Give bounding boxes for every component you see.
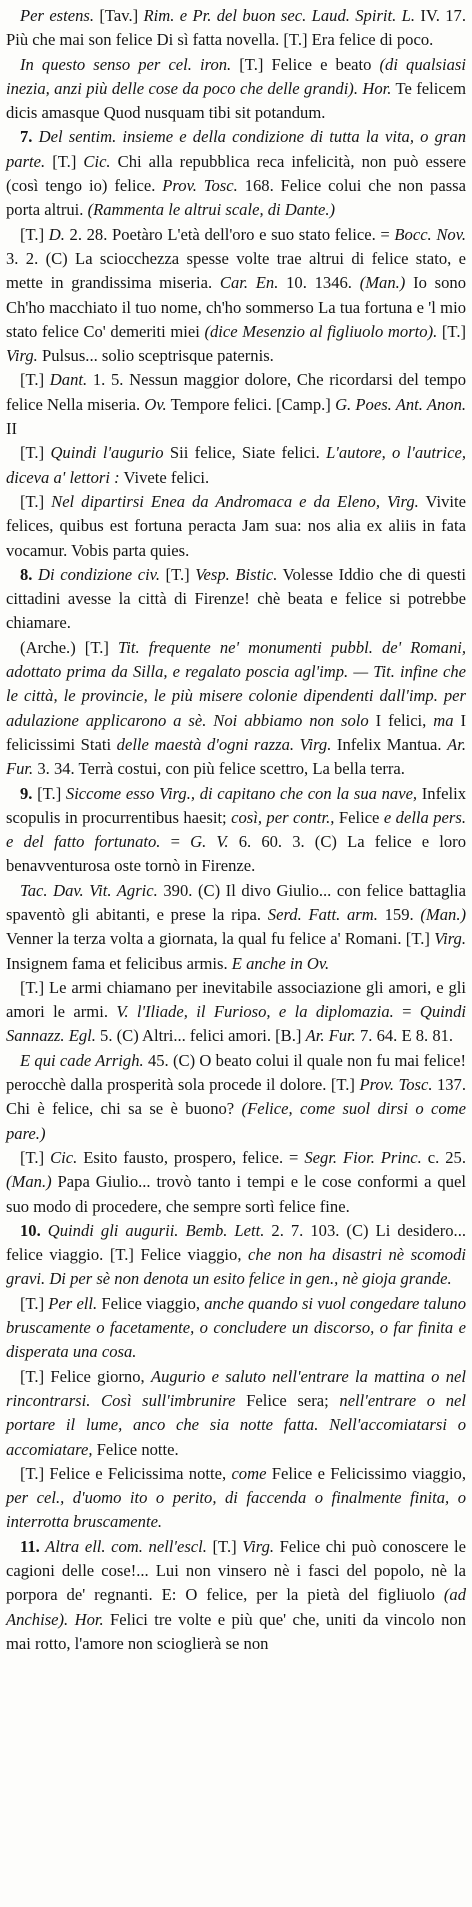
body-text: 7. 64. E 8. 81.	[355, 1026, 454, 1046]
italic-text: G. V.	[190, 832, 229, 852]
body-text: Infelix Mantua.	[331, 734, 448, 754]
body-text: Infelix scopulis in procurrentibus haesit;	[6, 783, 466, 827]
body-text: [T.]	[45, 151, 84, 171]
italic-text: In questo senso per cel. iron.	[20, 54, 232, 74]
italic-text: Prov. Tosc.	[162, 176, 238, 196]
entry-paragraph	[6, 879, 466, 976]
body-text: Sii felice, Siate felici.	[163, 443, 327, 463]
italic-text: (di qualsiasi inezia, anzi più delle cose da poco che delle grandi). Hor.	[6, 54, 466, 98]
body-text: Io sono Ch'ho macchiato il tuo nome, ch'ho sommerso La tua fortuna e 'l mio stato felice Co' demeriti miei	[6, 273, 466, 341]
entry-paragraph	[6, 490, 466, 563]
body-text: Felice sera;	[235, 1390, 340, 1410]
italic-text: D.	[48, 224, 65, 244]
italic-text: Di condizione civ.	[32, 564, 160, 584]
body-text: Papa Giulio... trovò tanto i tempi e le cose conformi a quel suo modo di procedere, che sempre sortì felice fine.	[6, 1172, 466, 1216]
italic-text: Per ell.	[48, 1293, 98, 1313]
body-text: Vivete felici.	[119, 467, 210, 487]
body-text: IV. 17. Più che mai son felice Di sì fatta novella. [T.] Era felice di poco.	[6, 6, 466, 50]
body-text: 137. Chi è felice, chi sa se è buono?	[6, 1075, 466, 1119]
body-text: 3. 2. (C) La sciocchezza spesse volte trae altrui di felice stato, e mette in grandissima miseria.	[6, 248, 466, 293]
italic-text: delle maestà d'ogni razza. Virg.	[116, 734, 332, 754]
italic-text: Augurio e saluto nell'entrare la mattina o nel rincontrarsi. Così sull'imbrunire	[6, 1366, 466, 1410]
italic-text: Virg.	[434, 929, 466, 949]
italic-text: ma	[433, 710, 454, 730]
italic-text: Quindi l'augurio	[50, 443, 164, 463]
body-text: Felici tre volte e più que' che, uniti da vincolo non mai rotto, l'amore non scioglierà se non	[6, 1609, 466, 1653]
entry-paragraph	[6, 223, 466, 369]
body-text: I felicissimi Stati	[6, 710, 466, 754]
italic-text: Quindi Sannazz. Egl.	[6, 1002, 466, 1046]
italic-text: Dant.	[49, 370, 88, 390]
italic-text: (Man.)	[359, 273, 406, 293]
sense-number: 9.	[20, 783, 33, 803]
body-text: [T.] Felice e Felicissima notte,	[20, 1463, 232, 1483]
body-text: 168. Felice colui che non passa porta altrui.	[6, 176, 467, 220]
body-text: 1. 5. Nessun maggior dolore, Che ricordarsi del tempo felice Nella miseria.	[6, 370, 466, 414]
body-text: [T.]	[20, 1147, 51, 1167]
body-text: [T.]	[20, 370, 50, 390]
entry-paragraph	[6, 1219, 466, 1292]
entry-paragraph	[6, 1292, 466, 1365]
body-text: Esito fausto, prospero, felice. =	[77, 1147, 305, 1167]
body-text: [T.]	[32, 783, 66, 803]
body-text: Te felicem dicis amasque Quod nusquam tibi sit potandum.	[6, 78, 466, 123]
entry-paragraph	[6, 563, 466, 636]
body-text: Pulsus... solio sceptrisque paternis.	[37, 346, 274, 366]
entry-paragraph	[6, 1146, 466, 1219]
body-text: 10. 1346.	[278, 273, 360, 293]
sense-number: 8.	[20, 564, 33, 584]
body-text: 5. (C) Altri... felici amori. [B.]	[95, 1026, 306, 1046]
italic-text: per cel., d'uomo ito o perito, di faccenda o finalmente finita, o interrotta bruscamente.	[6, 1488, 466, 1532]
body-text: [T.]	[159, 564, 196, 584]
body-text: Insignem fama et felicibus armis.	[6, 953, 232, 973]
italic-text: (Man.)	[6, 1172, 52, 1192]
body-text: 6. 60. 3. (C) La felice e loro benavventurosa oste tornò in Firenze.	[6, 832, 466, 876]
italic-text: L'autore, o l'autrice, diceva a' lettori :	[6, 443, 466, 487]
body-text: [T.] Felice e beato	[231, 54, 380, 74]
body-text: [T.]	[20, 1293, 49, 1313]
body-text: [T.]	[20, 443, 51, 463]
italic-text: nell'entrare o nel portare il lume, anco che sia notte fatta. Nell'accomiatarsi o accomiatare,	[6, 1390, 466, 1459]
italic-text: Prov. Tosc.	[359, 1075, 433, 1095]
italic-text: (ad Anchise). Hor.	[6, 1585, 466, 1629]
body-text: 159.	[377, 904, 421, 924]
italic-text: E anche in Ov.	[231, 953, 330, 973]
italic-text: Del sentim. insieme e della condizione di tutta la vita, o gran parte.	[6, 127, 466, 171]
italic-text: che non ha disastri nè scomodi gravi. Di per sè non denota un esito felice in gen., nè gioja grande.	[6, 1245, 466, 1289]
italic-text: anche quando si vuol congedare taluno bruscamente o facetamente, o concludere un discorso, o far finita e disperata una cosa.	[6, 1293, 466, 1362]
italic-text: Ar. Fur.	[6, 734, 466, 779]
body-text: c. 25.	[421, 1147, 466, 1167]
body-text: Venner la terza volta a giornata, la qual fu felice a' Romani. [T.]	[6, 929, 435, 949]
italic-text: Ov.	[144, 394, 167, 414]
italic-text: (Rammenta le altrui scale, di Dante.)	[87, 200, 336, 220]
body-text: II	[6, 419, 18, 439]
entry-paragraph	[6, 976, 466, 1049]
entry-paragraph	[6, 1535, 466, 1656]
italic-text: (dice Mesenzio al figliuolo morto).	[204, 321, 438, 341]
sense-number: 10.	[20, 1220, 41, 1240]
italic-text: Per estens.	[20, 6, 95, 25]
italic-text: Segr. Fior. Princ.	[304, 1147, 422, 1167]
entry-paragraph	[6, 1049, 466, 1146]
italic-text: E qui cade Arrigh.	[20, 1050, 144, 1070]
body-text: Tempore felici. [Camp.]	[166, 394, 336, 414]
body-text: 390. (C) Il divo Giulio... con felice battaglia spaventò gli abitanti, e prese la ripa.	[6, 880, 466, 924]
dictionary-entry-column	[6, 4, 466, 1656]
entry-paragraph	[6, 1365, 466, 1462]
body-text: Felice chi può conoscere le cagioni delle cose!... Lui non vinsero nè i fasci del popolo, nè la porpora de' regnanti. E: O felice, per la pietà del figliuolo	[6, 1536, 467, 1605]
body-text: [Tav.]	[94, 6, 144, 25]
body-text: Felice viaggio,	[97, 1293, 205, 1313]
entry-paragraph	[6, 441, 466, 490]
body-text: [T.] Felice giorno,	[20, 1366, 151, 1386]
italic-text: Nel dipartirsi Enea da Andromaca e da Eleno, Virg.	[51, 491, 419, 511]
body-text: (Arche.) [T.]	[20, 637, 118, 657]
italic-text: V. l'Iliade, il Furioso, e la diplomazia.	[116, 1002, 394, 1022]
entry-paragraph	[6, 4, 466, 53]
body-text: 3. 34. Terrà costui, con più felice scettro, La bella terra.	[33, 759, 405, 779]
body-text: [T.]	[20, 491, 52, 511]
sense-number: 7.	[20, 127, 33, 147]
body-text: Chi alla repubblica reca infelicità, non può essere (così tengo io) felice.	[6, 151, 466, 196]
entry-paragraph	[6, 782, 466, 879]
italic-text: Car. En.	[219, 273, 279, 293]
italic-text: Serd. Fatt. arm.	[267, 904, 378, 924]
italic-text: (Felice, come suol dirsi o come pare.)	[6, 1099, 467, 1143]
body-text: =	[393, 1002, 420, 1022]
body-text: 45. (C) O beato colui il quale non fu mai felice! perocchè dalla prosperità sola procede il dolore. [T.]	[6, 1050, 466, 1095]
entry-paragraph	[6, 1462, 466, 1535]
italic-text: Tit. frequente ne' monumenti pubbl. de' Romani, adottato prima da Silla, e regalato poscia agl'imp. — Tit. infine che le città, le provincie, le più misere colonie dipendenti dall'imp. per adulazione applicarono a sè. Noi abbiamo non solo	[6, 637, 467, 730]
italic-text: Cic.	[50, 1147, 78, 1167]
italic-text: e della pers. e del fatto fortunato.	[6, 807, 466, 852]
sense-number: 11.	[20, 1536, 40, 1556]
body-text: [T.]	[437, 321, 466, 341]
italic-text: Virg.	[242, 1536, 275, 1556]
body-text: [T.]	[206, 1536, 243, 1556]
body-text: 2. 28. Poetàro L'età dell'oro e suo stato felice. =	[64, 224, 395, 244]
entry-paragraph	[6, 53, 466, 126]
body-text: [T.]	[20, 224, 49, 244]
italic-text: Rim. e Pr. del buon sec. Laud. Spirit. L.	[143, 6, 416, 25]
italic-text: Cic.	[83, 151, 111, 171]
italic-text: come	[231, 1463, 267, 1483]
body-text: Felice	[334, 807, 384, 827]
italic-text: Vesp. Bistic.	[195, 564, 278, 584]
body-text: =	[160, 832, 191, 852]
italic-text: Ar. Fur.	[305, 1026, 356, 1046]
italic-text: Bocc. Nov.	[394, 224, 466, 244]
body-text: Volesse Iddio che di questi cittadini avesse la città di Firenze! chè beata e felice si potrebbe chiamare.	[6, 564, 466, 633]
italic-text: G. Poes. Ant. Anon.	[335, 394, 467, 414]
italic-text: Quindi gli augurii. Bemb. Lett.	[40, 1220, 265, 1240]
italic-text: Altra ell. com. nell'escl.	[39, 1536, 207, 1556]
entry-paragraph	[6, 125, 466, 222]
italic-text: Virg.	[6, 346, 38, 366]
italic-text: così, per contr.,	[231, 807, 335, 827]
italic-text: Tac. Dav. Vit. Agric.	[20, 880, 158, 900]
italic-text: (Man.)	[420, 904, 466, 924]
body-text: Felice e Felicissimo viaggio,	[266, 1463, 467, 1483]
entry-paragraph	[6, 636, 466, 782]
body-text: [T.] Le armi chiamano per inevitabile associazione gli amori, e gli amori le armi.	[6, 977, 466, 1022]
body-text: Vivite felices, quibus est fortuna peracta Jam sua: nos alia ex aliis in fata vocamur. Vobis parta quies.	[6, 491, 467, 560]
body-text: I felici,	[368, 710, 434, 730]
body-text: Felice notte.	[92, 1439, 179, 1459]
entry-paragraph	[6, 368, 466, 441]
italic-text: Siccome esso Virg., di capitano che con la sua nave,	[65, 783, 418, 803]
body-text: 2. 7. 103. (C) Li desidero... felice viaggio. [T.] Felice viaggio,	[6, 1220, 466, 1265]
